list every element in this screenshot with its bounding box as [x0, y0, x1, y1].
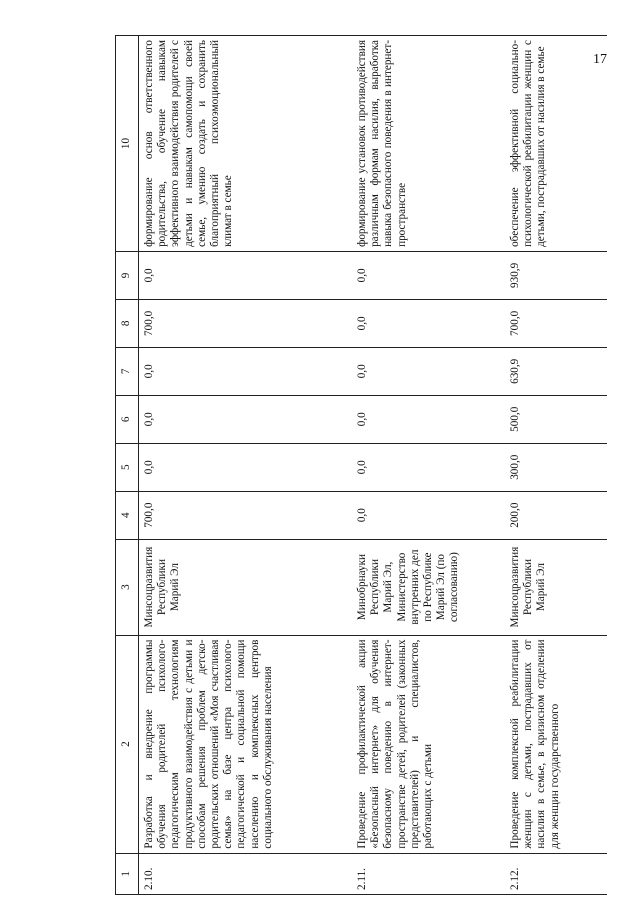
row-number: 2.11. [352, 853, 505, 894]
header-cell: 2 [116, 635, 139, 853]
value-cell: 0,0 [139, 443, 353, 491]
executor: Минсоцразвития Республики Марий Эл [139, 539, 353, 635]
value-cell: 700,0 [505, 299, 607, 347]
activity-name: Проведение комплексной реабилитации женщин с детьми, пострадавших от насилия в семье, в кризисном отделении для женщин государственного [505, 635, 607, 853]
header-cell: 10 [116, 36, 139, 252]
value-cell: 0,0 [352, 491, 505, 539]
executor: Минобрнауки Республики Марий Эл, Министерство внутренних дел по Республике Марий Эл (по согласованию) [352, 539, 505, 635]
header-cell: 3 [116, 539, 139, 635]
header-cell: 9 [116, 251, 139, 299]
header-cell: 6 [116, 395, 139, 443]
header-cell: 7 [116, 347, 139, 395]
expected-result: формирование основ ответственного родительства, обучение навыкам эффективного взаимодействия родителей с детьми и навыкам самопомощи своей семье, умению создать и сохранить благоприятный психоэмоциональный климат в семье [139, 36, 353, 252]
table-row [352, 36, 505, 895]
value-cell: 0,0 [352, 347, 505, 395]
value-cell: 930,9 [505, 251, 607, 299]
page-number: 17 [593, 52, 607, 67]
value-cell: 0,0 [139, 395, 353, 443]
header-cell: 8 [116, 299, 139, 347]
expected-result: обеспечение эффективной социально-психологической реабилитации женщин с детьми, пострадавших от насилия в семье [505, 36, 607, 252]
header-cell: 1 [116, 853, 139, 894]
value-cell: 0,0 [352, 443, 505, 491]
value-cell: 300,0 [505, 443, 607, 491]
table-row [505, 36, 607, 895]
value-cell: 700,0 [139, 491, 353, 539]
row-number: 2.12. [505, 853, 607, 894]
value-cell: 700,0 [139, 299, 353, 347]
table-row [139, 36, 353, 895]
value-cell: 0,0 [352, 299, 505, 347]
header-row [116, 36, 139, 895]
activity-name: Проведение профилактической акции «Безопасный интернет» для обучения безопасному поведению в интернет-пространстве детей, родителей (законных представителей) и специалистов, работающих с детьми [352, 635, 505, 853]
row-number: 2.10. [139, 853, 353, 894]
value-cell: 0,0 [352, 395, 505, 443]
value-cell: 0,0 [139, 251, 353, 299]
value-cell: 0,0 [352, 251, 505, 299]
value-cell: 0,0 [139, 347, 353, 395]
executor: Минсоцразвития Республики Марий Эл [505, 539, 607, 635]
value-cell: 500,0 [505, 395, 607, 443]
value-cell: 200,0 [505, 491, 607, 539]
program-table [115, 35, 607, 895]
header-cell: 4 [116, 491, 139, 539]
expected-result: формирование установок противодействия различным формам насилия, выработка навыка безопасного поведения в интернет-пространстве [352, 36, 505, 252]
header-cell: 5 [116, 443, 139, 491]
activity-name: Разработка и внедрение программы обучения родителей психолого-педагогическим технологиям продуктивного взаимодействия с детьми и способам решения проблем детско-родительских отношений «Моя счастливая семья» на базе центра психолого-педагогической и социальной помощи населению и комплексных центров социального обслуживания населения [139, 635, 353, 853]
rotated-table-container [115, 35, 575, 895]
value-cell: 630,9 [505, 347, 607, 395]
